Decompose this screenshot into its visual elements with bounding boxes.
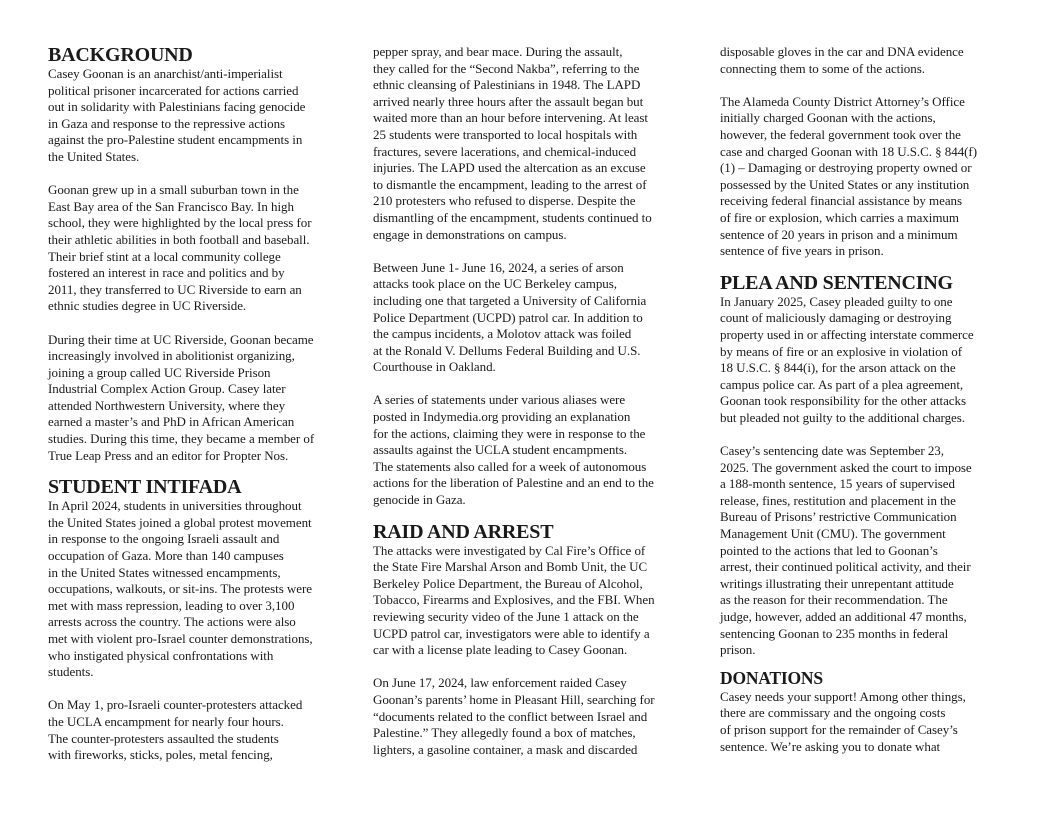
paragraph: pepper spray, and bear mace. During the assault, they called for the “Second Nakba”, referring to the ethnic cleansing of Palestinians in 1948. The LAPD arrived nearly three hours after the assault began but waited more than an hour before intervening. At least 25 students were transported to local hospitals with fractures, severe lacerations, and chemical-induced injuries. The LAPD used the altercation as an excuse to dismantle the encampment, leading to the arrest of 210 protesters who refused to disperse. Despite the dismantling of the encampment, students continued to engage in demonstrations on campus. <box>373 44 652 242</box>
paragraph: The attacks were investigated by Cal Fire’s Office of the State Fire Marshal Arson and Bomb Unit, the UC Berkeley Police Department, the Bureau of Alcohol, Tobacco, Firearms and Explosives, and the FBI. When reviewing security video of the June 1 attack on the UCPD patrol car, investigators were able to identify a car with a license plate leading to Casey Goonan. <box>373 542 655 658</box>
paragraph: A series of statements under various aliases were posted in Indymedia.org providing an explanation for the actions, claiming they were in response to the assaults against the UCLA student encampments. The statements also called for a week of autonomous actions for the liberation of Palestine and an end to the genocide in Gaza. <box>373 392 654 508</box>
paragraph: In April 2024, students in universities throughout the United States joined a global protest movement in response to the ongoing Israeli assault and occupation of Gaza. More than 140 campuses in the United States witnessed encampments, occupations, walkouts, or sit-ins. The protests were met with mass repression, leading to over 3,100 arrests across the country. The actions were also met with violent pro-Israel counter demonstrations, who instigated physical confrontations with students. <box>48 498 313 680</box>
column-right <box>720 44 1010 755</box>
heading-raid-and-arrest: RAID AND ARREST <box>373 520 554 543</box>
heading-plea-and-sentencing: PLEA AND SENTENCING <box>720 271 953 294</box>
heading-student-intifada: STUDENT INTIFADA <box>48 476 242 499</box>
paragraph: In January 2025, Casey pleaded guilty to one count of maliciously damaging or destroying property used in or affecting interstate commerce by means of fire or an explosive in violation of 18 U.S.C. § 844(i), for the arson attack on the campus police car. As part of a plea agreement, Goonan took responsibility for the other attacks but pleaded not guilty to the additional charges. <box>720 293 974 425</box>
heading-donations: DONATIONS <box>720 667 823 688</box>
paragraph: Casey’s sentencing date was September 23, 2025. The government asked the court to impose a 188-month sentence, 15 years of supervised release, fines, restitution and placement in the Bureau of Prisons’ restrictive Communication Management Unit (CMU). The government pointed to the actions that led to Goonan’s arrest, their continued political activity, and their writings illustrating their unrepentant attitude as the reason for their recommendation. The judge, however, added an additional 47 months, sentencing Goonan to 235 months in federal prison. <box>720 443 972 658</box>
paragraph: Casey needs your support! Among other things, there are commissary and the ongoing costs of prison support for the remainder of Casey’s sentence. We’re asking you to donate what <box>720 688 966 754</box>
heading-background: BACKGROUND <box>48 44 193 66</box>
paragraph: Casey Goonan is an anarchist/anti-imperialist political prisoner incarcerated for actions carried out in solidarity with Palestinians facing genocide in Gaza and response to the repressive actions against the pro-Palestine student encampments in the United States. <box>48 66 306 164</box>
paragraph: On May 1, pro-Israeli counter-protesters attacked the UCLA encampment for nearly four hours. The counter-protesters assaulted the students with fireworks, sticks, poles, metal fencing, <box>48 697 303 763</box>
paragraph: On June 17, 2024, law enforcement raided Casey Goonan’s parents’ home in Pleasant Hill, searching for “documents related to the conflict between Israel and Palestine.” They allegedly found a box of matches, lighters, a gasoline container, a mask and discarded <box>373 675 655 757</box>
paragraph: Goonan grew up in a small suburban town in the East Bay area of the San Francisco Bay. In high school, they were highlighted by the local press for their athletic abilities in both football and baseball. Their brief stint at a local community college fostered an interest in race and politics and by 2011, they transferred to UC Riverside to earn an ethnic studies degree in UC Riverside. <box>48 182 312 314</box>
paragraph: Between June 1- June 16, 2024, a series of arson attacks took place on the UC Berkeley campus, including one that targeted a University of California Police Department (UCPD) patrol car. In addition to the campus incidents, a Molotov attack was foiled at the Ronald V. Dellums Federal Building and U.S. Courthouse in Oakland. <box>373 259 647 375</box>
column-middle <box>373 44 683 758</box>
paragraph: The Alameda County District Attorney’s Office initially charged Goonan with the actions, however, the federal government took over the case and charged Goonan with 18 U.S.C. § 844(f) (1) – Damaging or destroying property owned or possessed by the United States or any institution receiving federal financial assistance by means of fire or explosion, which carries a maximum sentence of 20 years in prison and a minimum sentence of five years in prison. <box>720 93 977 259</box>
paragraph: During their time at UC Riverside, Goonan became increasingly involved in abolitionist organizing, joining a group called UC Riverside Prison Industrial Complex Action Group. Casey later attended Northwestern University, where they earned a master’s and PhD in African American studies. During this time, they became a member of True Leap Press and an editor for Propter Nos. <box>48 331 315 463</box>
paragraph: disposable gloves in the car and DNA evidence connecting them to some of the actions. <box>720 44 964 76</box>
column-left <box>48 44 343 764</box>
